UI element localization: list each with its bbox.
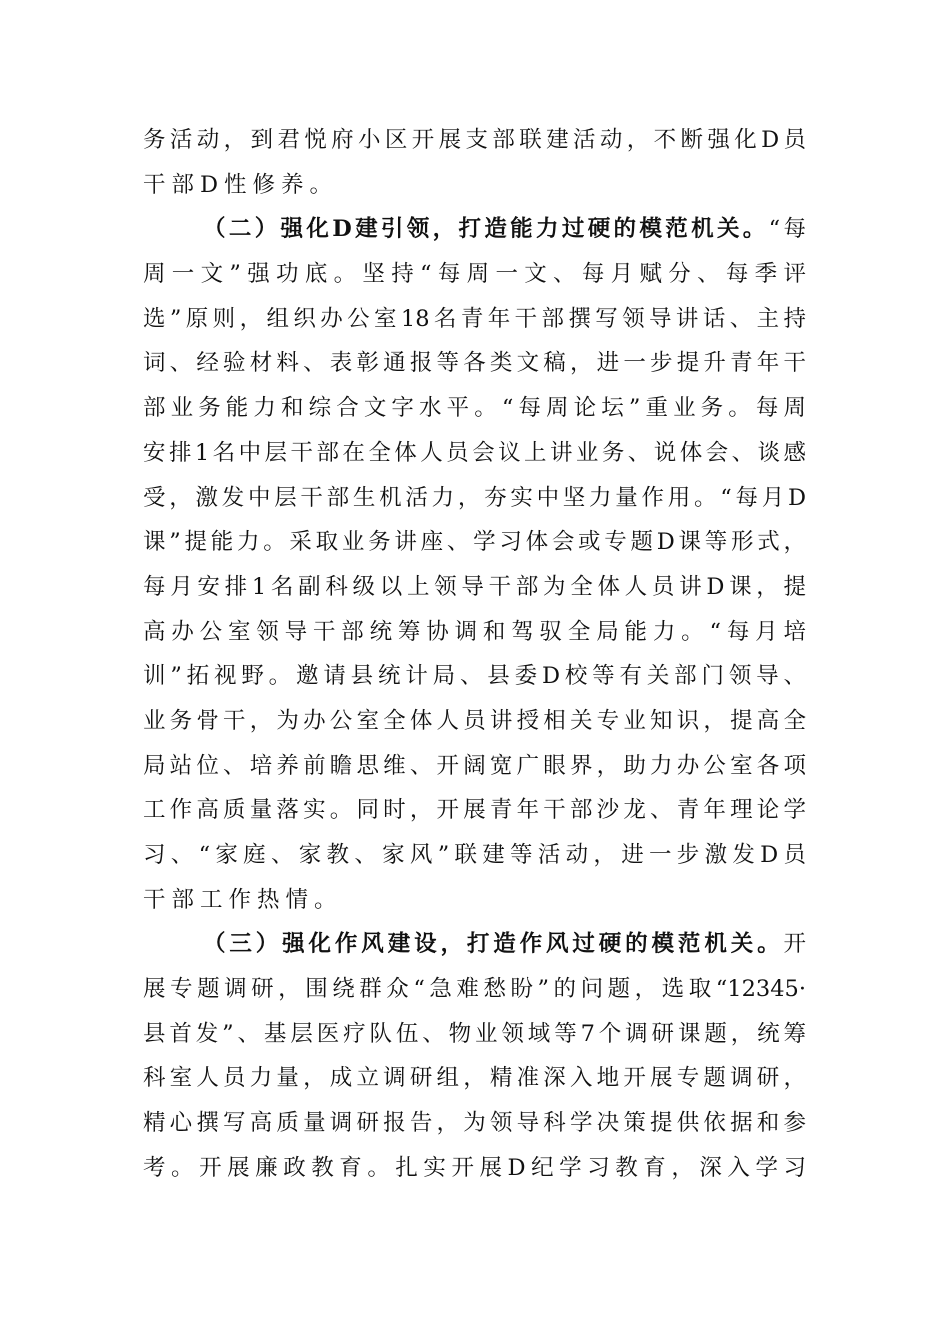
text-line [143,610,806,655]
text-line [143,878,806,923]
section-heading: （三）强化作风建设，打造作风过硬的模范机关。 [203,931,784,958]
text-line [143,967,806,1012]
section-heading-line [143,207,806,252]
document-body [143,118,806,1191]
text-line [143,1146,806,1191]
line-text: 业务骨干，为办公室全体人员讲授相关专业知识，提高全 [143,707,806,734]
text-line [143,252,806,297]
line-text: 干部工作热情。 [143,886,343,913]
text-line [143,341,806,386]
line-text: 工作高质量落实。同时，开展青年干部沙龙、青年理论学 [143,797,806,824]
text-line [143,1101,806,1146]
line-text: 部业务能力和综合文字水平。“每周论坛”重业务。每周 [143,395,806,422]
line-text: 课”提能力。采取业务讲座、学习体会或专题D课等形式， [143,529,806,556]
text-line [143,1056,806,1101]
line-text: 考。开展廉政教育。扎实开展D纪学习教育，深入学习 [143,1154,806,1181]
text-line [143,118,806,163]
text-line [143,654,806,699]
text-line [143,699,806,744]
text-line [143,744,806,789]
line-text: 务活动，到君悦府小区开展支部联建活动，不断强化D员 [143,127,806,153]
line-text: “每 [768,216,806,243]
text-line [143,788,806,833]
line-text: 周一文”强功底。坚持“每周一文、每月赋分、每季评 [143,261,806,288]
text-line [143,476,806,521]
line-text: 精心撰写高质量调研报告，为领导科学决策提供依据和参 [143,1110,806,1137]
text-line [143,297,806,342]
text-line [143,386,806,431]
section-heading: （二）强化D建引领，打造能力过硬的模范机关。 [203,216,769,243]
text-line [143,520,806,565]
line-text: 展专题调研，围绕群众“急难愁盼”的问题，选取“12345· [143,976,806,1003]
line-text: 训”拓视野。邀请县统计局、县委D校等有关部门领导、 [143,663,806,690]
line-text: 受，激发中层干部生机活力，夯实中坚力量作用。“每月D [143,484,806,511]
line-text: 安排1名中层干部在全体人员会议上讲业务、说体会、谈感 [143,439,806,466]
text-line [143,1012,806,1057]
section-heading-line [143,922,806,967]
text-line [143,833,806,878]
line-text: 干部D性修养。 [143,171,339,198]
line-text: 县首发”、基层医疗队伍、物业领域等7个调研课题，统筹 [143,1020,806,1047]
text-line [143,565,806,610]
line-text: 开 [783,931,806,958]
line-text: 高办公室领导干部统筹协调和驾驭全局能力。“每月培 [143,618,806,645]
line-text: 习、“家庭、家教、家风”联建等活动，进一步激发D员 [143,842,806,868]
line-text: 科室人员力量，成立调研组，精准深入地开展专题调研， [143,1065,806,1092]
text-line [143,163,806,208]
line-text: 词、经验材料、表彰通报等各类文稿，进一步提升青年干 [143,350,806,377]
line-text: 选”原则，组织办公室18名青年干部撰写领导讲话、主持 [143,305,806,332]
line-text: 局站位、培养前瞻思维、开阔宽广眼界，助力办公室各项 [143,752,806,779]
line-text: 每月安排1名副科级以上领导干部为全体人员讲D课，提 [143,573,806,600]
text-line [143,431,806,476]
